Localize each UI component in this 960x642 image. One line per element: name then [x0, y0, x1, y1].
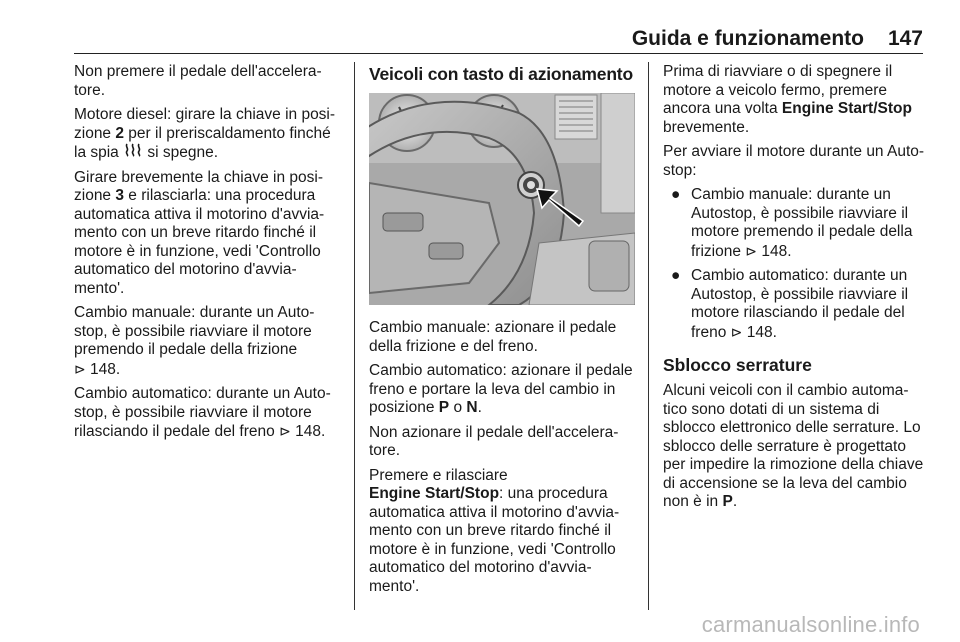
list-item: [663, 267, 929, 342]
page-reference[interactable]: 148.: [90, 360, 121, 378]
text: Cambio manuale: azionare il pedale della frizione e del freno.: [369, 319, 617, 355]
paragraph: [369, 467, 641, 597]
text: Cambio automatico: azionare il pedale freno e portare la leva del cambio in posizione: [369, 362, 633, 416]
text: brevemente.: [663, 118, 750, 136]
column-divider-left: [354, 62, 355, 610]
key-position: 3: [115, 187, 124, 204]
text: Non premere il pedale dell'accelera-tore.: [74, 63, 322, 99]
illustration-svg: [369, 93, 635, 305]
text: .: [477, 399, 482, 416]
column-3: [663, 63, 929, 518]
paragraph: [663, 382, 929, 512]
bullet-list: [663, 186, 929, 342]
paragraph: [74, 63, 346, 100]
page-reference[interactable]: 148.: [746, 323, 777, 341]
page-reference[interactable]: 148.: [761, 242, 792, 260]
page-header-title: Guida e funzionamento: [631, 27, 864, 50]
paragraph: [74, 304, 346, 379]
text: Premere e rilasciare: [369, 466, 508, 484]
text: Girare brevemente la chiave in posi-zione: [74, 168, 323, 204]
gear-position: P: [438, 399, 450, 416]
text: Prima di riavviare o di spegnere il motore a veicolo fermo, premere ancora una volta: [663, 63, 893, 117]
gear-position: P: [722, 493, 733, 510]
page-reference[interactable]: 148.: [295, 423, 326, 440]
bullet-icon: ●: [671, 267, 681, 284]
text: o: [449, 399, 467, 416]
text: Alcuni veicoli con il cambio automa-tico sono dotati di un sistema di sblocco elettronico delle serrature. Lo sblocco delle serrature è progettato per impedire la rimozione della chiave di accensione se la leva del cambio non è in: [663, 382, 924, 510]
preheat-indicator-icon-svg: [124, 143, 142, 157]
page-number: 147: [887, 27, 923, 50]
column-1: [74, 63, 346, 448]
paragraph: [74, 169, 346, 299]
paragraph: [74, 106, 346, 163]
text: Cambio manuale: durante un Auto-stop, è possibile riavviare il motore premendo il pedale della frizione: [74, 304, 315, 358]
text: Cambio manuale: durante un Autostop, è possibile riavviare il motore premendo il pedale della frizione: [691, 186, 913, 260]
header-rule: [74, 53, 923, 54]
column-divider-right: [648, 62, 649, 610]
list-item: [663, 186, 929, 261]
text: Per avviare il motore durante un Auto-stop:: [663, 143, 925, 179]
text: Non azionare il pedale dell'accelera-tore.: [369, 423, 619, 459]
page-reference-arrow-icon: ⊳: [74, 360, 86, 377]
column-2: [369, 63, 641, 602]
text: Cambio automatico: durante un Auto-stop, è possibile riavviare il motore rilasciando il pedale del freno: [74, 385, 331, 440]
paragraph: [369, 362, 641, 418]
page-reference-arrow-icon: ⊳: [730, 323, 743, 340]
section-heading: Sblocco serrature: [663, 355, 812, 375]
steering-wheel-start-button-illustration: [369, 93, 635, 305]
text: : una procedura automatica attiva il motorino d'avvia-mento con un breve ritardo finché il motore è in funzione, vedi 'Controllo automatico del motorino d'avvia-mento'.: [369, 485, 620, 595]
text: si spegne.: [143, 144, 219, 161]
text: .: [732, 493, 738, 510]
page-reference-arrow-icon: ⊳: [745, 242, 758, 259]
paragraph: [369, 424, 641, 461]
button-name: Engine Start/Stop: [369, 485, 500, 502]
gear-position: N: [466, 399, 478, 416]
paragraph: [663, 143, 929, 180]
bullet-icon: ●: [671, 186, 681, 203]
text: per il preriscaldamento finché la spia: [74, 124, 331, 161]
button-name: Engine Start/Stop: [781, 100, 912, 117]
preheat-indicator-icon: [123, 143, 143, 162]
key-position: 2: [115, 124, 124, 142]
watermark: carmanualsonline.info: [701, 612, 920, 637]
paragraph: [369, 319, 641, 356]
text: Motore diesel: girare la chiave in posi-zione: [74, 106, 336, 142]
text: Cambio automatico: durante un Autostop, è possibile riavviare il motore rilasciando il pedale del freno: [691, 267, 909, 341]
text: e rilasciarla: una procedura automatica attiva il motorino d'avvia-mento con un breve ritardo finché il motore è in funzione, vedi 'Controllo automatico del motorino d'avvia-mento'.: [74, 187, 325, 297]
paragraph: [74, 385, 346, 442]
page-reference-arrow-icon: ⊳: [279, 423, 291, 439]
paragraph: [663, 63, 929, 137]
section-heading: Veicoli con tasto di azionamento: [369, 64, 633, 84]
